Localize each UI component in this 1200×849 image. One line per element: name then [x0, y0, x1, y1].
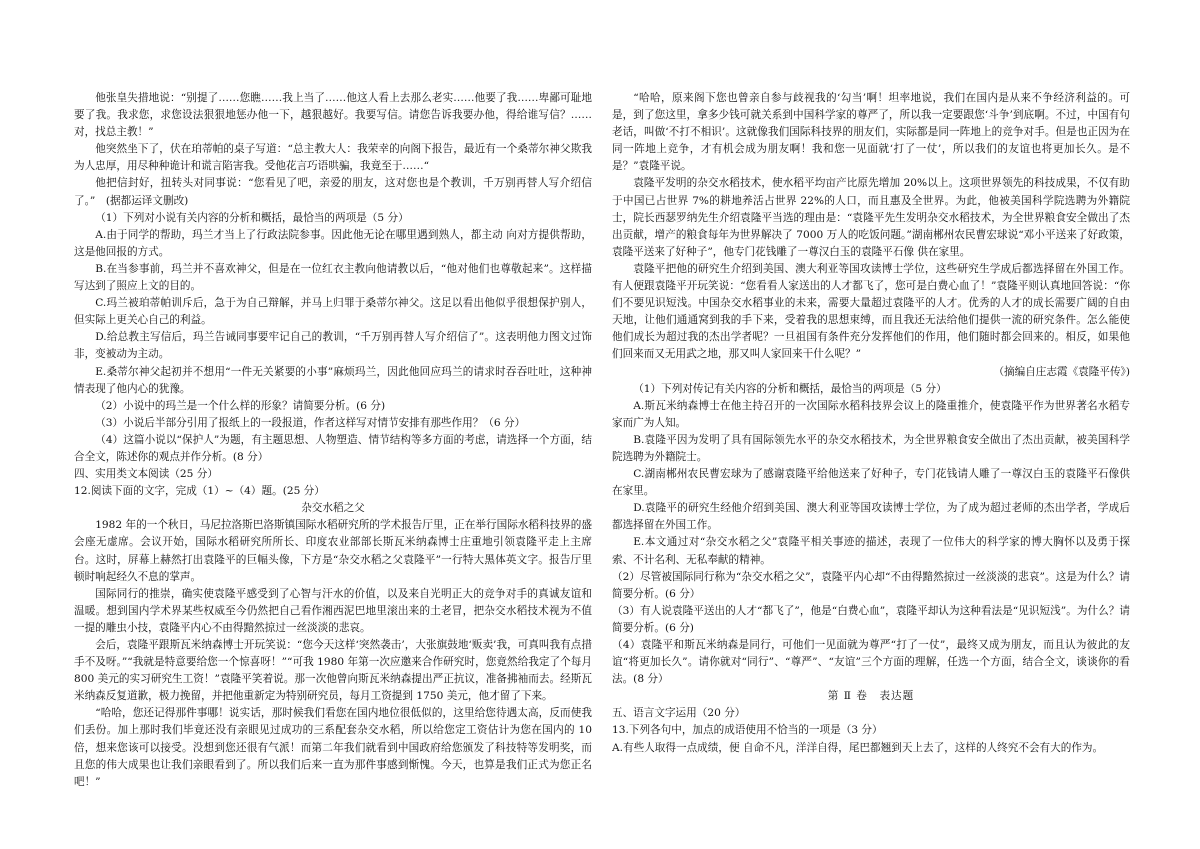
article-paragraph: 袁隆平发明的杂交水稻技术，使水稻平均亩产比原先增加 20%以上。这项世界领先的科技成果，不仅有助于中国已占世界 7%的耕地养活占世界 22%的人口，而且惠及全世界。为此，他被美国科学院选聘为外籍院士，院长西瑟罗纳先生介绍袁隆平当选的理由是：“袁隆平先生发明杂交水稻技术，为全世界粮食安全做出了杰出贡献，增产的粮食每年为世界解决了 7000 万人的吃饭问题。”湖南郴州农民曹宏球说“邓小平送来了好政策，袁隆平送来了好种子”，他专门花钱雕了一尊汉白玉的袁隆平石像 供在家里。 [612, 177, 1130, 258]
question-12-instructions: 12.阅读下面的文字，完成（1）~（4）题。(25 分） [74, 485, 325, 498]
article-paragraph: 袁隆平把他的研究生介绍到美国、澳大利亚等国攻读博士学位，这些研究生学成后都选择留在外国工作。有人便跟袁隆平开玩笑说：“您看看人家送出的人才都飞了，您可是白费心血了！”袁隆平则认真地回答说：“你们不要见识短浅。中国杂交水稻事业的未来，需要大量超过袁隆平的人才。优秀的人才的成长需要广阔的自由天地，让他们通通窝到我的手下来，受着我的思想束缚，而且我还无法给他们提供一流的研究条件。怎么能使他们成长为超过我的杰出学者呢？一旦祖国有条件充分发挥他们的作用，他们随时都会回来的。相反，如果他们回来而又无用武之地，那又叫人家回来干什么呢？” [612, 262, 1130, 361]
story-paragraph: 他把信封好，扭转头对同事说：“您看见了吧，亲爱的朋友，这对您也是个教训，千万别再替人写介绍信了。” (据都运译文删改) [74, 177, 592, 207]
option-a: A.由于同学的帮助，玛兰才当上了行政法院参事。因此他无论在哪里遇到熟人，都主动 向对方提供帮助，这是他回报的方式。 [74, 228, 592, 258]
question-4: （4）袁隆平和斯瓦米纳森是同行，可他们一见面就为尊严“打了一仗”，最终又成为朋友，而且认为彼此的友谊“将更加长久”。请你就对“同行”、“尊严”、“友谊”三个方面的理解，任选一个方面，结合全文，谈谈你的看法。(8 分） [612, 639, 1130, 686]
section-heading: 四、实用类文本阅读（25 分） [74, 468, 218, 481]
question-3: （3）小说后半部分引用了报纸上的一段报道，作者这样写对情节安排有那些作用？（6 分） [95, 416, 526, 429]
option-c: C.玛兰被珀蒂帕训斥后，急于为自己辩解，并马上归罪于桑蒂尔神父。这足以看出他似乎很想保护别人，但实际上更关心自己的利益。 [74, 297, 592, 327]
question-13: 13.下列各句中，加点的成语使用不恰当的一项是（3 分） [612, 724, 883, 737]
question-1: （1）下列对小说有关内容的分析和概括，最恰当的两项是（5 分） [95, 211, 409, 224]
right-column [612, 90, 1130, 757]
article-paragraph: “哈哈，原来阁下您也曾亲自参与歧视我的‘勾当’啊！坦率地说，我们在国内是从来不争经济利益的。可是，到了您这里，拿多少钱可就关系到中国科学家的尊严了，所以我一定要跟您‘斗争’到底啊。不过，中国有句老话，叫做‘不打不相识’。这就像我们国际科技界的朋友们，实际都是同一阵地上的竞争对手。但是也正因为在同一阵地上竞争，才有机会成为朋友啊！我和您一见面就‘打了一仗’，所以我们的友谊也将更加长久。是不是？”袁隆平说。 [612, 92, 1130, 173]
article-paragraph: 1982 年的一个秋日，马尼拉洛斯巴洛斯镇国际水稻研究所的学术报告厅里，正在举行国际水稻科技界的盛会座无虚席。会议开始，国际水稻研究所所长、印度农业部部长斯瓦米纳森博士庄重地引领袁隆平走上主席台。这时，屏幕上赫然打出袁隆平的巨幅头像，下方是“杂交水稻之父袁隆平”一行特大黑体英文字。报告厅里顿时响起经久不息的掌声。 [74, 519, 592, 583]
option-a: A.斯瓦米纳森博士在他主持召开的一次国际水稻科技界会议上的隆重推介，使袁隆平作为世界著名水稻专家而广为人知。 [612, 399, 1130, 429]
article-paragraph: 会后，袁隆平跟斯瓦米纳森博士开玩笑说：“您今天这样‘突然袭击’，大张旗鼓地‘贩卖’我，可真叫我有点措手不及呀。”“我就是特意要给您一个惊喜呀！”“可我 1980 年第一次应邀来合作研究时，您竟然给我定了个每月 800 美元的实习研究生工资！”袁隆平笑着说。那一次他曾向斯瓦米纳森提出严正抗议，准备拂袖而去。经斯瓦米纳森反复道歉，极力挽留，并把他重新定为特别研究员，每月工资提到 1750 美元，他才留了下来。 [74, 639, 592, 703]
option-a: A.有些人取得一点成绩，便 自命不凡，洋洋自得，尾巴都翘到天上去了，这样的人终究不会有大的作为。 [612, 741, 1104, 754]
question-4: （4）这篇小说以“保护人”为题，有主题思想、人物塑造、情节结构等多方面的考虑，请选择一个方面，结合全文，陈述你的观点并作分析。(8 分） [74, 433, 592, 463]
part-heading: 第 Ⅱ 卷 表达题 [827, 690, 915, 703]
option-d: D.袁隆平的研究生经他介绍到美国、澳大利亚等国攻读博士学位，为了成为超过老师的杰出学者，学成后都选择留在外国工作。 [612, 502, 1130, 532]
story-paragraph: 他突然坐下了，伏在珀蒂帕的桌子写道：“总主教大人：我荣幸的向阁下报告，最近有一个桑蒂尔神父欺我为人忠厚，用尽种种诡计和谎言陷害我。受他花言巧语哄骗，我竟至于……“ [74, 143, 592, 173]
question-2: （2）小说中的玛兰是一个什么样的形象？请简要分析。(6 分) [95, 399, 386, 412]
option-b: B.袁隆平因为发明了具有国际领先水平的杂交水稻技术，为全世界粮食安全做出了杰出贡献，被美国科学院选聘为外籍院士。 [612, 433, 1130, 463]
option-d: D.给总教主写信后，玛兰告诫同事要牢记自己的教训，“千万别再替人写介绍信了”。这表明他力图文过饰非，变被动为主动。 [74, 331, 592, 361]
option-c: C.湖南郴州农民曹宏球为了感谢袁隆平给他送来了好种子，专门花钱请人雕了一尊汉白玉的袁隆平石像供在家里。 [612, 468, 1130, 498]
article-paragraph: “哈哈，您还记得那件事哪！说实话，那时候我们看您在国内地位很低似的，这里给您待遇太高，反而使我们丢份。加上那时我们毕竟还没有亲眼见过成功的三系配套杂交水稻，所以给您定工资估计为您在国内的 10 倍，想来您该可以接受。没想到您还很有气派！而第二年我们就看到中国政府给您颁发了科技特等发明奖，而且您的伟大成果也让我们亲眼看到了。所以我们后来一直为那件事感到惭愧。今天，也算是我们正式为您正名吧！” [74, 707, 592, 788]
option-e: E.本文通过对“杂交水稻之父”袁隆平相关事迹的描述，表现了一位伟大的科学家的博大胸怀以及勇于探索、不计名利、无私奉献的精神。 [612, 536, 1130, 566]
option-b: B.在当参事前，玛兰并不喜欢神父，但是在一位红衣主教向他请教以后，“他对他们也尊敬起来”。这样描写达到了照应上文的目的。 [74, 262, 592, 293]
story-paragraph: 他张皇失措地说：“别提了……您瞧……我上当了……他这人看上去那么老实……他要了我……卑鄙可耻地要了我。我求您，求您设法狠狠地惩办他一下，越狠越好。我要写信。请您告诉我要办他，得给谁写信？……对，找总主教！” [74, 92, 592, 139]
source-citation: （摘编自庄志霞《袁隆平传》) [993, 365, 1130, 378]
article-paragraph: 国际同行的推崇，确实使袁隆平感受到了心智与汗水的价值，以及来自光明正大的竞争对手的真诚友谊和温暖。想到国内学术界某些权威至今仍然把自己看作湘西泥巴地里滚出来的土老冒，把杂交水稻技术视为不值一提的雕虫小技，袁隆平内心不由得黯然掠过一丝淡淡的悲哀。 [74, 587, 592, 634]
question-2: （2）尽管被国际同行称为“杂交水稻之父”，袁隆平内心却“不由得黯然掠过一丝淡淡的悲哀”。这是为什么？请简要分析。(6 分） [612, 570, 1130, 600]
option-e: E.桑蒂尔神父起初并不想用“一件无关紧要的小事”麻烦玛兰，因此他回应玛兰的请求时吞吞吐吐，这种神情表现了他内心的犹豫。 [74, 365, 592, 395]
article-title: 杂交水稻之父 [301, 502, 365, 515]
question-3: （3）有人说袁隆平送出的人才“都飞了”，他是“白费心血”，袁隆平却认为这种看法是“见识短浅”。为什么？请简要分析。(6 分) [612, 604, 1130, 634]
question-1: （1）下列对传记有关内容的分析和概括，最恰当的两项是（5 分） [633, 382, 947, 395]
section-heading: 五、语言文字运用（20 分） [612, 707, 746, 720]
left-column [74, 90, 592, 791]
